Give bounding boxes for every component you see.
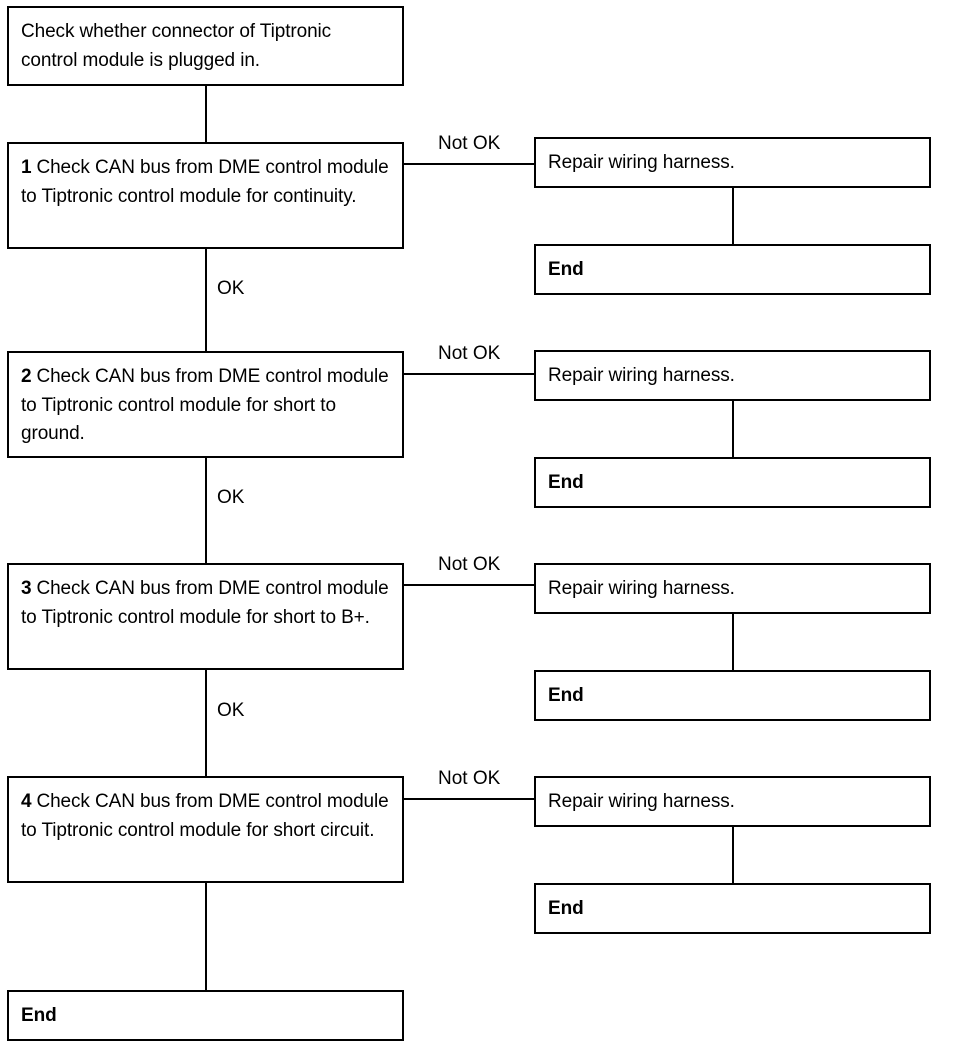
step-4-end-box bbox=[534, 883, 931, 934]
step-3-repair-end-connector bbox=[732, 614, 734, 671]
final-end-box bbox=[7, 990, 404, 1041]
step-1-box bbox=[7, 142, 404, 249]
step-2-repair-box bbox=[534, 350, 931, 401]
step-3-not-ok-connector bbox=[404, 584, 536, 586]
step-3-box bbox=[7, 563, 404, 670]
step-2-repair-end-connector bbox=[732, 401, 734, 458]
step-1-ok-connector bbox=[205, 249, 207, 352]
step-4-end-text: End bbox=[548, 898, 584, 919]
step-4-text: Check CAN bus from DME control module to Tiptronic control module for short circuit. bbox=[21, 791, 389, 841]
step-2-not-ok-label: Not OK bbox=[438, 343, 501, 364]
step-1-number: 1 bbox=[21, 157, 32, 178]
step-1-repair-text: Repair wiring harness. bbox=[548, 152, 735, 173]
step-2-end-text: End bbox=[548, 472, 584, 493]
step-2-number: 2 bbox=[21, 366, 32, 387]
step-4-repair-box bbox=[534, 776, 931, 827]
step-1-ok-label: OK bbox=[217, 278, 245, 299]
step-3-ok-label: OK bbox=[217, 700, 245, 721]
start-box-text: Check whether connector of Tiptronic control module is plugged in. bbox=[21, 21, 332, 71]
step-3-repair-box bbox=[534, 563, 931, 614]
step-4-not-ok-connector bbox=[404, 798, 536, 800]
connector-start-step1 bbox=[205, 86, 207, 143]
step-2-ok-label: OK bbox=[217, 487, 245, 508]
step-2-not-ok-connector bbox=[404, 373, 536, 375]
step-1-repair-end-connector bbox=[732, 188, 734, 245]
step-2-text: Check CAN bus from DME control module to Tiptronic control module for short to ground. bbox=[21, 366, 389, 444]
step-4-not-ok-label: Not OK bbox=[438, 768, 501, 789]
step-3-end-text: End bbox=[548, 685, 584, 706]
step-1-end-box bbox=[534, 244, 931, 295]
step-3-not-ok-label: Not OK bbox=[438, 554, 501, 575]
step-2-repair-text: Repair wiring harness. bbox=[548, 365, 735, 386]
step-4-box bbox=[7, 776, 404, 883]
step-1-not-ok-connector bbox=[404, 163, 536, 165]
step-1-not-ok-label: Not OK bbox=[438, 133, 501, 154]
step-1-text: Check CAN bus from DME control module to Tiptronic control module for continuity. bbox=[21, 157, 389, 207]
step-4-repair-end-connector bbox=[732, 827, 734, 884]
step-3-number: 3 bbox=[21, 578, 32, 599]
step-1-end-text: End bbox=[548, 259, 584, 280]
step-2-box bbox=[7, 351, 404, 458]
step-3-repair-text: Repair wiring harness. bbox=[548, 578, 735, 599]
step-3-end-box bbox=[534, 670, 931, 721]
start-box bbox=[7, 6, 404, 86]
step-4-number: 4 bbox=[21, 791, 32, 812]
step-4-repair-text: Repair wiring harness. bbox=[548, 791, 735, 812]
step-1-repair-box bbox=[534, 137, 931, 188]
step-3-ok-connector bbox=[205, 670, 207, 777]
step-2-end-box bbox=[534, 457, 931, 508]
final-end-text: End bbox=[21, 1005, 57, 1026]
step-3-text: Check CAN bus from DME control module to Tiptronic control module for short to B+. bbox=[21, 578, 389, 628]
step-2-ok-connector bbox=[205, 458, 207, 564]
step-4-ok-connector bbox=[205, 883, 207, 991]
